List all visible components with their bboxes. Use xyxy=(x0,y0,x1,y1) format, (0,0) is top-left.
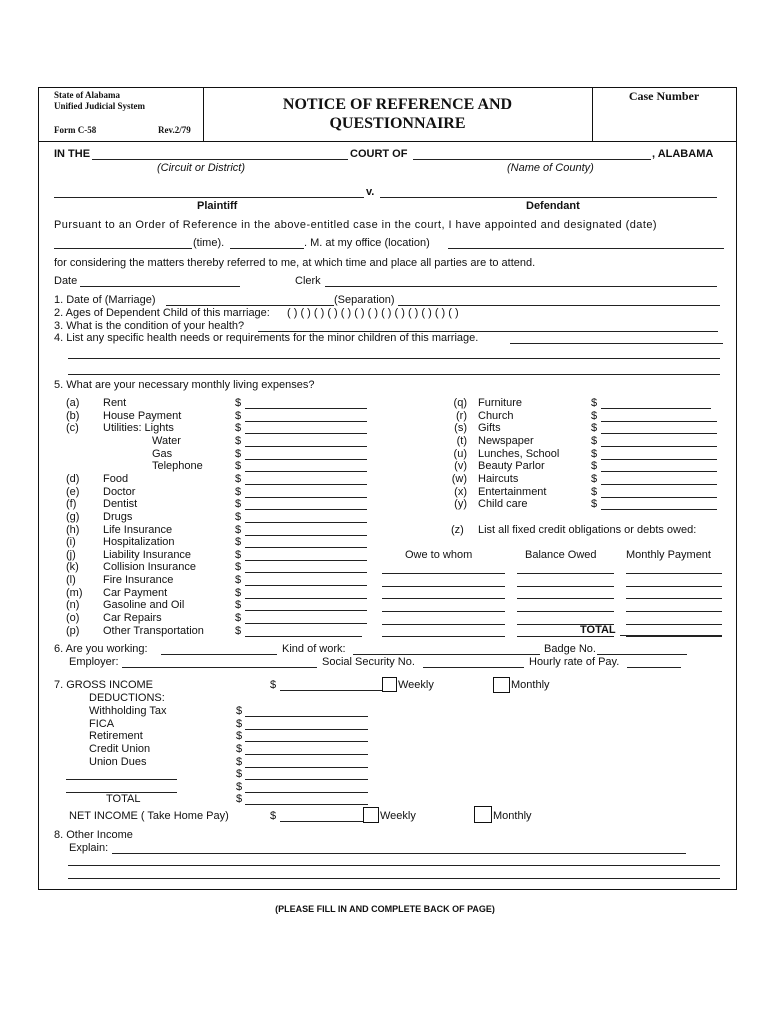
expense-label: Hospitalization xyxy=(103,536,175,549)
net-weekly-label: Weekly xyxy=(380,810,416,822)
expense-amount-field[interactable] xyxy=(601,408,711,409)
expense-amount-field[interactable] xyxy=(245,509,367,510)
net-income-field[interactable] xyxy=(280,821,363,822)
expense-amount-field[interactable] xyxy=(245,623,367,624)
expense-amount-field[interactable] xyxy=(245,636,362,637)
notice-date-field[interactable] xyxy=(80,286,240,287)
alabama-label: , ALABAMA xyxy=(652,148,714,160)
explain-field[interactable] xyxy=(112,853,686,854)
expense-label: Lunches, School xyxy=(478,447,560,460)
dollar-sign: $ xyxy=(235,612,242,625)
deduction-label: Union Dues xyxy=(89,755,147,768)
dollar-sign: $ xyxy=(591,498,598,511)
dollar-sign: $ xyxy=(235,447,242,460)
expense-amount-field[interactable] xyxy=(245,598,367,599)
q6-label: 6. Are you working: xyxy=(54,643,148,655)
expense-label: Drugs xyxy=(103,510,133,523)
expense-letter: (j) xyxy=(66,548,76,561)
q1-label: 1. Date of (Marriage) xyxy=(54,294,156,306)
dollar-sign: $ xyxy=(236,717,243,730)
court-of-label: COURT OF xyxy=(350,148,408,160)
gross-income-field[interactable] xyxy=(280,690,382,691)
expense-label: Church xyxy=(478,409,514,422)
dollar-sign: $ xyxy=(591,460,598,473)
expense-letter: (w) xyxy=(451,472,467,485)
dollar-sign: $ xyxy=(591,472,598,485)
attend-text: for considering the matters thereby referred to me, at which time and place all parties are to attend. xyxy=(54,257,536,269)
deduction-amount-field[interactable] xyxy=(245,754,368,755)
expense-letter: (y) xyxy=(454,498,467,511)
debt-field[interactable] xyxy=(517,611,614,612)
expense-amount-field[interactable] xyxy=(601,459,717,460)
health-needs-line-3[interactable] xyxy=(68,374,720,375)
employer-field[interactable] xyxy=(122,667,317,668)
debt-field[interactable] xyxy=(626,611,722,612)
expense-amount-field[interactable] xyxy=(245,535,367,536)
kind-of-work-label: Kind of work: xyxy=(282,643,346,655)
employer-label: Employer: xyxy=(69,656,119,668)
expense-label: Fire Insurance xyxy=(103,574,174,587)
deduction-label: FICA xyxy=(89,717,115,730)
dollar-sign: $ xyxy=(235,485,242,498)
debt-field[interactable] xyxy=(626,573,722,574)
dollar-sign: $ xyxy=(236,755,243,768)
expense-letter: (t) xyxy=(456,434,467,447)
expense-amount-field[interactable] xyxy=(601,471,717,472)
expense-amount-field[interactable] xyxy=(245,572,367,573)
expense-label: Telephone xyxy=(152,460,203,473)
deductions-total-dollar: $ xyxy=(236,793,243,805)
form-border xyxy=(38,87,737,890)
separation-label: (Separation) xyxy=(334,294,395,306)
net-monthly-label: Monthly xyxy=(493,810,532,822)
expense-label: Gifts xyxy=(478,422,501,435)
expense-amount-field[interactable] xyxy=(245,471,367,472)
dollar-sign: $ xyxy=(235,523,242,536)
debt-total-field[interactable] xyxy=(620,635,722,636)
plaintiff-label: Plaintiff xyxy=(197,200,238,212)
expense-letter: (r) xyxy=(456,409,467,422)
dollar-sign: $ xyxy=(236,705,243,717)
dollar-sign: $ xyxy=(236,780,243,793)
separation-date-field[interactable] xyxy=(398,305,720,306)
debt-field[interactable] xyxy=(626,598,722,599)
expense-letter: (o) xyxy=(66,612,80,625)
expense-amount-field[interactable] xyxy=(601,509,717,510)
child-ages-fields[interactable]: ( ) ( ) ( ) ( ) ( ) ( ) ( ) ( ) ( ) ( ) ( ) ( ) ( ) xyxy=(287,307,459,319)
expense-letter: (c) xyxy=(66,422,79,435)
circuit-hint: (Circuit or District) xyxy=(157,162,245,174)
expense-amount-field[interactable] xyxy=(245,421,367,422)
expense-label: Water xyxy=(152,434,181,447)
dollar-sign: $ xyxy=(235,422,242,435)
rate-label: Hourly rate of Pay. xyxy=(529,656,620,668)
expense-letter: (e) xyxy=(66,485,80,498)
dollar-sign: $ xyxy=(235,548,242,561)
net-weekly-checkbox[interactable] xyxy=(363,807,379,823)
expense-label: Rent xyxy=(103,397,127,409)
expense-label: Utilities: Lights xyxy=(103,422,174,435)
dollar-sign: $ xyxy=(235,460,242,473)
dollar-sign: $ xyxy=(235,397,242,409)
dollar-sign: $ xyxy=(235,472,242,485)
expense-amount-field[interactable] xyxy=(601,446,717,447)
clerk-field[interactable] xyxy=(325,286,717,287)
office-label: . M. at my office (location) xyxy=(304,237,430,249)
deduction-amount-field[interactable] xyxy=(245,741,368,742)
owe-to-header: Owe to whom xyxy=(405,549,473,561)
expense-label: Entertainment xyxy=(478,485,547,498)
z-letter: (z) xyxy=(451,524,464,536)
footer-note: (PLEASE FILL IN AND COMPLETE BACK OF PAGE) xyxy=(275,904,495,914)
deduction-amount-field[interactable] xyxy=(245,716,368,717)
expense-letter: (l) xyxy=(66,574,76,587)
expense-letter: (d) xyxy=(66,472,80,485)
expense-label: Haircuts xyxy=(478,472,519,485)
dollar-sign: $ xyxy=(235,624,242,637)
versus-label: v. xyxy=(366,186,375,198)
badge-label: Badge No. xyxy=(544,643,596,655)
dollar-sign: $ xyxy=(235,498,242,511)
dollar-sign: $ xyxy=(235,536,242,549)
time-label: (time). xyxy=(193,237,225,249)
expense-label: Other Transportation xyxy=(103,624,204,637)
expense-letter: (q) xyxy=(453,397,467,409)
expense-amount-field[interactable] xyxy=(245,522,367,523)
gross-monthly-label: Monthly xyxy=(511,679,550,691)
expense-label: Car Payment xyxy=(103,586,168,599)
expense-letter: (k) xyxy=(66,561,79,574)
debt-field[interactable] xyxy=(517,573,614,574)
expense-amount-field[interactable] xyxy=(245,610,367,611)
dollar-sign: $ xyxy=(591,397,598,409)
expense-label: Food xyxy=(103,472,129,485)
net-dollar: $ xyxy=(270,810,277,822)
system-label: Unified Judicial System xyxy=(54,101,146,111)
q4-label: 4. List any specific health needs or requirements for the minor children of this marriage. xyxy=(54,332,479,344)
q5-label: 5. What are your necessary monthly living expenses? xyxy=(54,379,315,391)
expense-label: Dentist xyxy=(103,498,138,511)
expense-amount-field[interactable] xyxy=(245,560,367,561)
dollar-sign: $ xyxy=(236,730,243,743)
dollar-sign: $ xyxy=(235,561,242,574)
kind-of-work-field[interactable] xyxy=(353,654,540,655)
date-field[interactable] xyxy=(54,248,192,249)
debt-field[interactable] xyxy=(382,611,505,612)
dollar-sign: $ xyxy=(235,586,242,599)
debt-field[interactable] xyxy=(382,598,505,599)
dollar-sign: $ xyxy=(235,409,242,422)
debt-field[interactable] xyxy=(626,636,722,637)
dollar-sign: $ xyxy=(235,434,242,447)
deduction-amount-field[interactable] xyxy=(245,792,368,793)
gross-weekly-label: Weekly xyxy=(398,679,434,691)
expense-label: Gas xyxy=(152,447,173,460)
dollar-sign: $ xyxy=(235,599,242,612)
expense-amount-field[interactable] xyxy=(601,433,717,434)
expense-letter: (a) xyxy=(66,397,80,409)
debt-field[interactable] xyxy=(382,586,505,587)
dollar-sign: $ xyxy=(236,768,243,781)
deduction-amount-field[interactable] xyxy=(245,779,368,780)
county-field[interactable] xyxy=(413,159,651,160)
expense-label: Child care xyxy=(478,498,528,511)
debt-field[interactable] xyxy=(382,636,505,637)
dollar-sign: $ xyxy=(235,574,242,587)
debt-field[interactable] xyxy=(517,586,614,587)
expense-letter: (f) xyxy=(66,498,77,511)
expense-amount-field[interactable] xyxy=(245,497,367,498)
form-number: Form C-58 xyxy=(54,125,97,135)
monthly-payment-header: Monthly Payment xyxy=(626,549,711,561)
form-title-line1: NOTICE OF REFERENCE AND xyxy=(282,96,513,113)
expense-label: Life Insurance xyxy=(103,523,173,536)
expense-letter: (s) xyxy=(454,422,467,435)
rate-field[interactable] xyxy=(627,667,681,668)
debt-field[interactable] xyxy=(382,573,505,574)
debts-label: List all fixed credit obligations or debts owed: xyxy=(478,524,697,536)
expense-label: Beauty Parlor xyxy=(478,460,545,473)
header-divider xyxy=(38,141,736,142)
ssn-field[interactable] xyxy=(423,667,524,668)
expense-label: Doctor xyxy=(103,485,136,498)
expense-label: Furniture xyxy=(478,397,523,409)
gross-monthly-checkbox[interactable] xyxy=(493,677,510,693)
county-hint: (Name of County) xyxy=(507,162,594,174)
deductions-label: DEDUCTIONS: xyxy=(89,692,165,704)
expense-label: Liability Insurance xyxy=(103,548,192,561)
expense-amount-field[interactable] xyxy=(245,484,367,485)
expense-label: Car Repairs xyxy=(103,612,162,625)
expense-letter: (h) xyxy=(66,523,80,536)
health-needs-field[interactable] xyxy=(510,343,723,344)
expense-label: Gasoline and Oil xyxy=(103,599,185,612)
form-title-line2: QUESTIONNAIRE xyxy=(329,115,466,132)
health-needs-line-2[interactable] xyxy=(68,358,720,359)
expense-letter: (x) xyxy=(454,485,467,498)
deduction-label: Credit Union xyxy=(89,742,151,755)
expense-letter: (i) xyxy=(66,536,76,549)
intro-text: Pursuant to an Order of Reference in the above-entitled case in the court, I have appointed and designated (date) xyxy=(54,219,658,231)
form-revision: Rev.2/79 xyxy=(158,125,191,135)
expense-letter: (b) xyxy=(66,409,80,422)
explain-line-2[interactable] xyxy=(68,865,720,866)
expense-amount-field[interactable] xyxy=(601,484,717,485)
debt-field[interactable] xyxy=(382,624,505,625)
gross-weekly-checkbox[interactable] xyxy=(382,677,397,692)
expense-letter: (p) xyxy=(66,624,80,637)
expense-letter: (v) xyxy=(454,460,467,473)
deductions-total-label: TOTAL xyxy=(106,793,141,805)
defendant-label: Defendant xyxy=(526,200,580,212)
q2-label: 2. Ages of Dependent Child of this marriage: xyxy=(54,307,270,319)
q8-label: 8. Other Income xyxy=(54,829,133,841)
dollar-sign: $ xyxy=(591,434,598,447)
dollar-sign: $ xyxy=(236,742,243,755)
dollar-sign: $ xyxy=(235,510,242,523)
expense-letter: (m) xyxy=(66,586,83,599)
marriage-date-field[interactable] xyxy=(166,305,334,306)
debt-field[interactable] xyxy=(517,598,614,599)
deduction-amount-field[interactable] xyxy=(245,729,368,730)
gross-dollar: $ xyxy=(270,679,277,691)
expense-label: House Payment xyxy=(103,409,182,422)
ssn-label: Social Security No. xyxy=(322,656,415,668)
dollar-sign: $ xyxy=(591,409,598,422)
deduction-amount-field[interactable] xyxy=(245,767,368,768)
expense-amount-field[interactable] xyxy=(245,547,367,548)
dollar-sign: $ xyxy=(591,485,598,498)
expense-amount-field[interactable] xyxy=(245,446,367,447)
badge-field[interactable] xyxy=(597,654,687,655)
expense-letter: (n) xyxy=(66,599,80,612)
case-number-label: Case Number xyxy=(628,89,700,103)
dollar-sign: $ xyxy=(591,422,598,435)
defendant-field[interactable] xyxy=(380,197,717,198)
plaintiff-field[interactable] xyxy=(54,197,364,198)
balance-header: Balance Owed xyxy=(525,549,597,561)
net-income-label: NET INCOME ( Take Home Pay) xyxy=(69,810,229,822)
expense-letter: (u) xyxy=(453,447,467,460)
expense-amount-field[interactable] xyxy=(245,433,367,434)
net-monthly-checkbox[interactable] xyxy=(474,806,492,823)
time-field[interactable] xyxy=(230,248,304,249)
working-field[interactable] xyxy=(161,654,277,655)
date-label: Date xyxy=(54,275,78,287)
debt-field[interactable] xyxy=(626,624,722,625)
expense-amount-field[interactable] xyxy=(601,497,717,498)
expense-amount-field[interactable] xyxy=(245,408,367,409)
dollar-sign: $ xyxy=(591,447,598,460)
deductions-total-field[interactable] xyxy=(245,804,368,805)
explain-line-3[interactable] xyxy=(68,878,720,879)
explain-label: Explain: xyxy=(69,842,109,854)
q7-label: 7. GROSS INCOME xyxy=(54,679,154,691)
expense-amount-field[interactable] xyxy=(601,421,717,422)
other-deduction-name-field[interactable] xyxy=(66,779,177,780)
deduction-label: Withholding Tax xyxy=(89,705,167,717)
debt-field[interactable] xyxy=(626,586,722,587)
expense-amount-field[interactable] xyxy=(245,585,367,586)
court-type-field[interactable] xyxy=(92,159,348,160)
q3-label: 3. What is the condition of your health? xyxy=(54,320,245,332)
expense-label: Newspaper xyxy=(478,434,534,447)
expense-label: Collision Insurance xyxy=(103,561,196,574)
in-the-label: IN THE xyxy=(54,148,91,160)
expense-amount-field[interactable] xyxy=(245,459,367,460)
location-field[interactable] xyxy=(448,248,724,249)
debt-total-label: TOTAL xyxy=(580,624,616,636)
clerk-label: Clerk xyxy=(295,275,321,287)
deduction-label: Retirement xyxy=(89,730,143,743)
state-label: State of Alabama xyxy=(54,90,120,100)
expense-letter: (g) xyxy=(66,510,80,523)
